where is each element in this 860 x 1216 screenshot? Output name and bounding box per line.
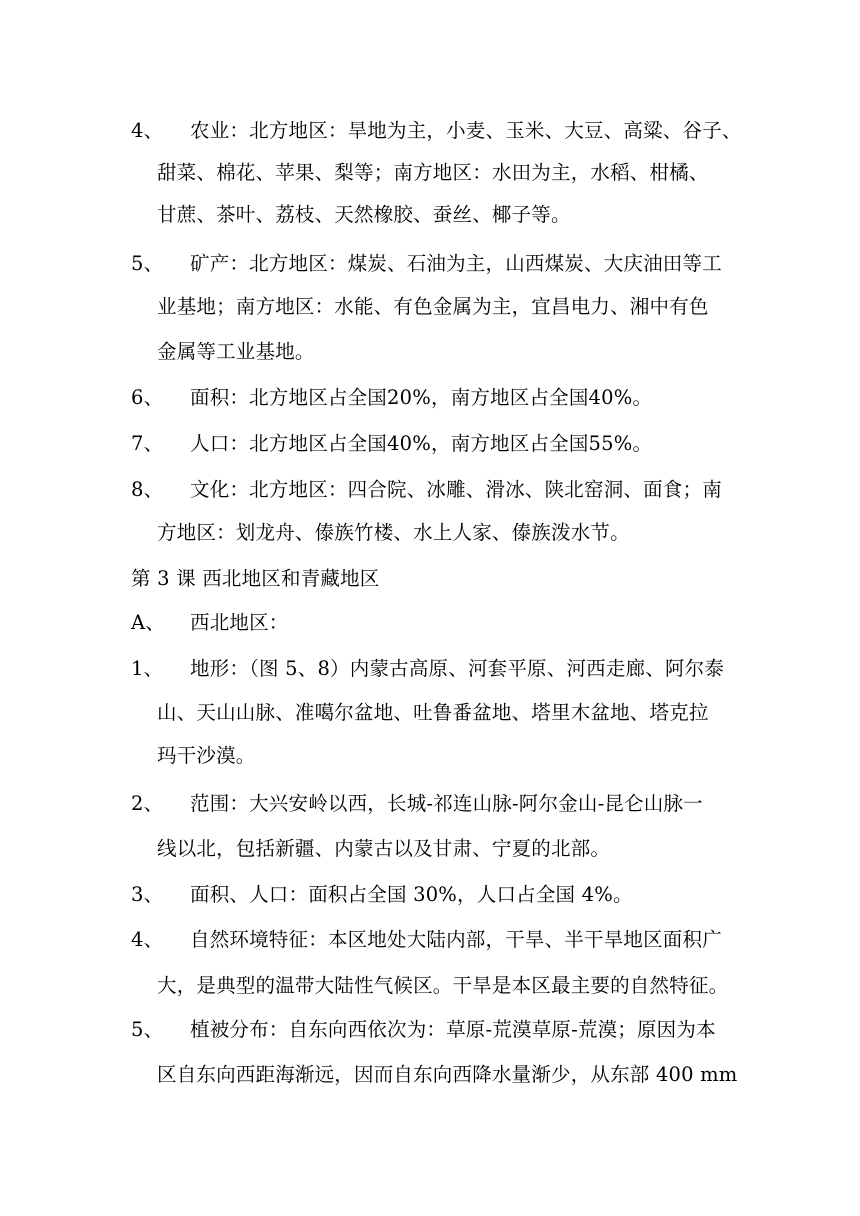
item-number: 1、 [131, 657, 164, 680]
item-number: 4、 [131, 119, 164, 142]
item-number: A、 [131, 611, 165, 634]
item-text-line: 方地区：划龙舟、傣族竹楼、水上人家、傣族泼水节。 [157, 521, 630, 544]
item-text-line: 农业：北方地区：旱地为主，小麦、玉米、大豆、高粱、谷子、 [190, 119, 742, 142]
item-text-line: 范围：大兴安岭以西，长城-祁连山脉-阿尔金山-昆仑山脉一 [190, 792, 703, 815]
item-text-line: 区自东向西距海渐远，因而自东向西降水量渐少，从东部 400 mm [157, 1063, 738, 1086]
item-text-line: 植被分布：自东向西依次为：草原-荒漠草原-荒漠；原因为本 [190, 1018, 716, 1041]
item-text-line: 业基地；南方地区：水能、有色金属为主，宜昌电力、湘中有色 [157, 295, 709, 318]
item-text-line: 大，是典型的温带大陆性气候区。干旱是本区最主要的自然特征。 [157, 974, 729, 997]
item-text-line: 甜菜、棉花、苹果、梨等；南方地区：水田为主，水稻、柑橘、 [157, 161, 709, 184]
item-number: 3、 [131, 883, 164, 906]
lesson-heading: 第 3 课 西北地区和青藏地区 [131, 567, 380, 590]
item-text-line: 矿产：北方地区：煤炭、石油为主，山西煤炭、大庆油田等工 [190, 252, 722, 275]
item-text-line: 地形：（图 5、8）内蒙古高原、河套平原、河西走廊、阿尔泰 [190, 657, 725, 680]
item-number: 6、 [131, 386, 164, 409]
item-text-line: 自然环境特征：本区地处大陆内部，干旱、半干旱地区面积广 [190, 928, 722, 951]
item-text-line: 山、天山山脉、准噶尔盆地、吐鲁番盆地、塔里木盆地、塔克拉 [157, 701, 709, 724]
item-text-line: 金属等工业基地。 [157, 340, 315, 363]
item-number: 7、 [131, 432, 164, 455]
item-text-line: 面积：北方地区占全国20%，南方地区占全国40%。 [190, 386, 653, 409]
item-number: 4、 [131, 928, 164, 951]
item-number: 5、 [131, 1018, 164, 1041]
item-text-line: 西北地区： [190, 611, 289, 634]
item-text-line: 面积、人口：面积占全国 30%，人口占全国 4%。 [190, 883, 633, 906]
item-text-line: 人口：北方地区占全国40%，南方地区占全国55%。 [190, 432, 653, 455]
item-number: 2、 [131, 792, 164, 815]
item-text-line: 甘蔗、茶叶、荔枝、天然橡胶、蚕丝、椰子等。 [157, 203, 571, 226]
item-number: 8、 [131, 478, 164, 501]
item-number: 5、 [131, 252, 164, 275]
item-text-line: 文化：北方地区：四合院、冰雕、滑冰、陕北窑洞、面食；南 [190, 478, 722, 501]
item-text-line: 线以北，包括新疆、内蒙古以及甘肃、宁夏的北部。 [157, 837, 611, 860]
item-text-line: 玛干沙漠。 [157, 744, 256, 767]
